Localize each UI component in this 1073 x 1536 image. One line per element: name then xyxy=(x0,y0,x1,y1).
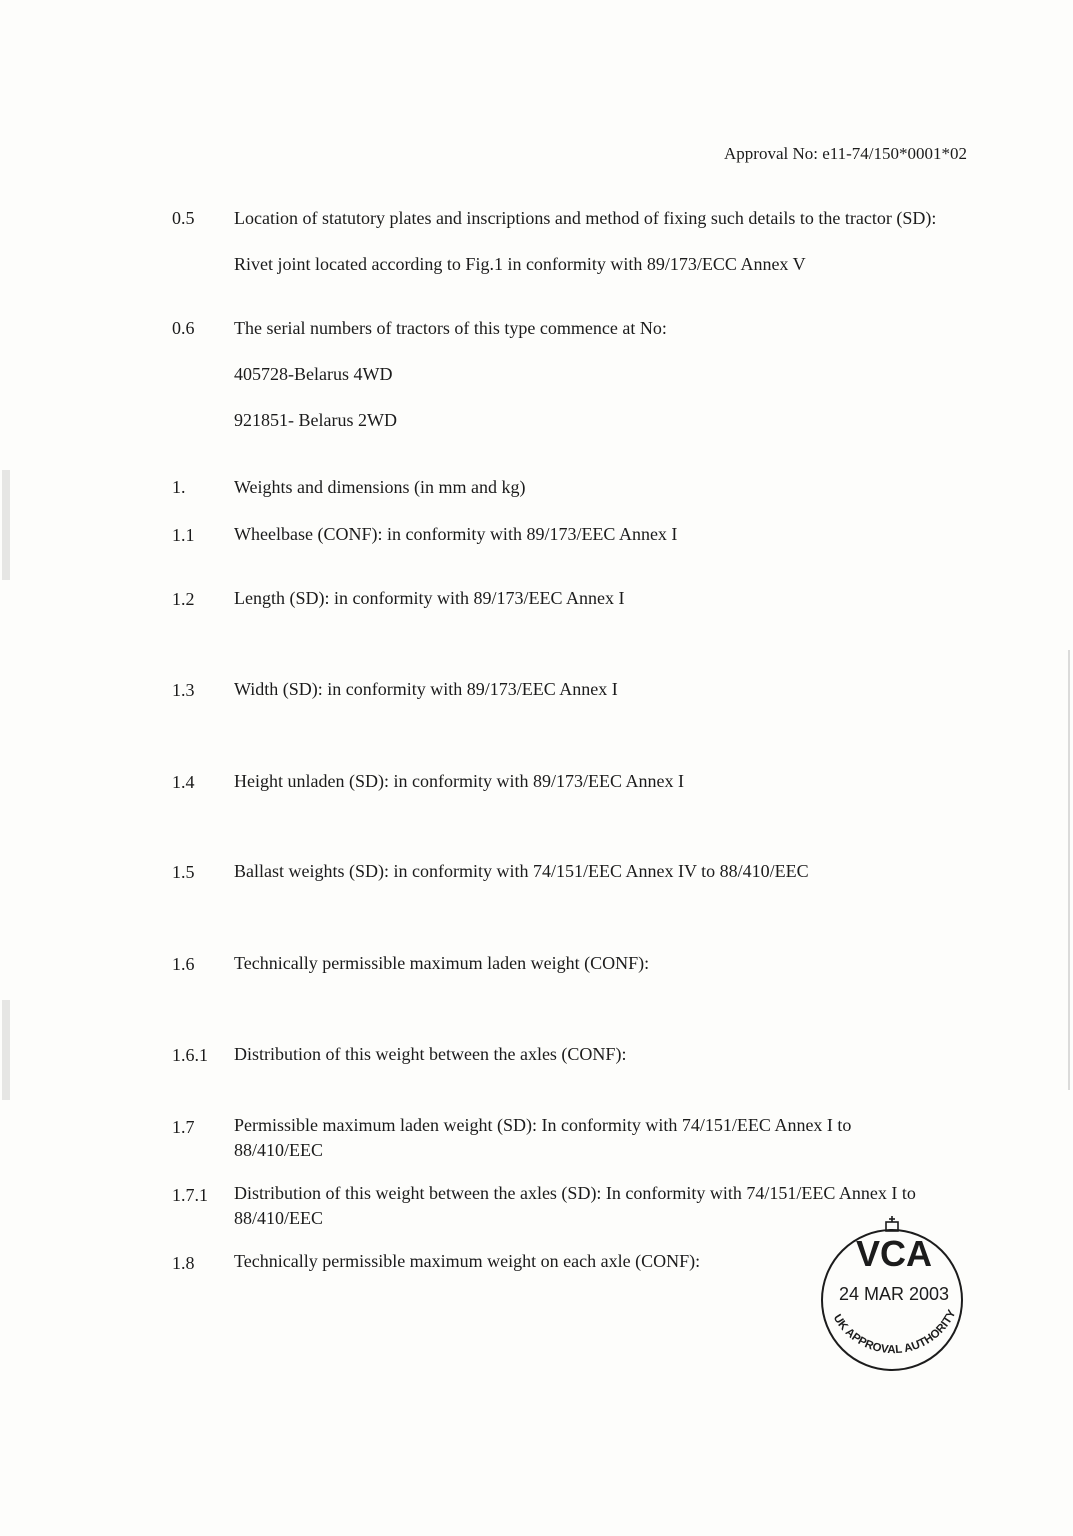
section-text: Wheelbase (CONF): in conformity with 89/173/EEC Annex I xyxy=(234,524,678,544)
section-number: 0.5 xyxy=(172,208,195,228)
scan-edge-artifact xyxy=(2,1000,10,1100)
section-text: The serial numbers of tractors of this type commence at No: xyxy=(234,318,667,338)
section-text: Distribution of this weight between the axles (SD): In conformity with 74/151/EEC Annex I to xyxy=(234,1183,916,1203)
crown-icon xyxy=(886,1216,898,1231)
section-heading: Weights and dimensions (in mm and kg) xyxy=(234,477,526,497)
approval-number: Approval No: e11-74/150*0001*02 xyxy=(724,144,968,163)
section-text: Ballast weights (SD): in conformity with 74/151/EEC Annex IV to 88/410/EEC xyxy=(234,861,809,881)
section-text: Technically permissible maximum laden weight (CONF): xyxy=(234,953,650,973)
section-text: Distribution of this weight between the axles (CONF): xyxy=(234,1044,627,1064)
section-text: Height unladen (SD): in conformity with 89/173/EEC Annex I xyxy=(234,771,684,791)
scan-edge-artifact xyxy=(1068,650,1070,1090)
vca-approval-stamp xyxy=(818,1210,966,1382)
section-number: 1.2 xyxy=(172,589,195,609)
scan-edge-artifact xyxy=(2,470,10,580)
section-number: 1.6.1 xyxy=(172,1045,208,1065)
vca-logo: VCA xyxy=(855,1233,933,1274)
section-number: 1. xyxy=(172,477,186,497)
section-number: 1.8 xyxy=(172,1253,195,1273)
section-number: 1.5 xyxy=(172,862,195,882)
section-number: 0.6 xyxy=(172,318,195,338)
serial-number-line: 405728-Belarus 4WD xyxy=(234,364,393,384)
section-text: Rivet joint located according to Fig.1 in conformity with 89/173/ECC Annex V xyxy=(234,254,806,274)
section-number: 1.1 xyxy=(172,525,195,545)
section-text-continued: 88/410/EEC xyxy=(234,1208,323,1228)
section-text: Location of statutory plates and inscriptions and method of fixing such details to the tractor (SD): xyxy=(234,208,937,228)
section-number: 1.3 xyxy=(172,680,195,700)
section-text: Length (SD): in conformity with 89/173/EEC Annex I xyxy=(234,588,625,608)
section-text: Technically permissible maximum weight on each axle (CONF): xyxy=(234,1251,701,1271)
stamp-authority-text: UK APPROVAL AUTHORITY xyxy=(830,1308,959,1357)
section-text: Width (SD): in conformity with 89/173/EEC Annex I xyxy=(234,679,618,699)
serial-number-line: 921851- Belarus 2WD xyxy=(234,410,397,430)
section-text-continued: 88/410/EEC xyxy=(234,1140,323,1160)
section-number: 1.4 xyxy=(172,772,195,792)
section-number: 1.6 xyxy=(172,954,195,974)
section-text: Permissible maximum laden weight (SD): In conformity with 74/151/EEC Annex I to xyxy=(234,1115,852,1135)
stamp-date: 24 MAR 2003 xyxy=(838,1284,950,1304)
section-number: 1.7 xyxy=(172,1117,195,1137)
section-number: 1.7.1 xyxy=(172,1185,208,1205)
